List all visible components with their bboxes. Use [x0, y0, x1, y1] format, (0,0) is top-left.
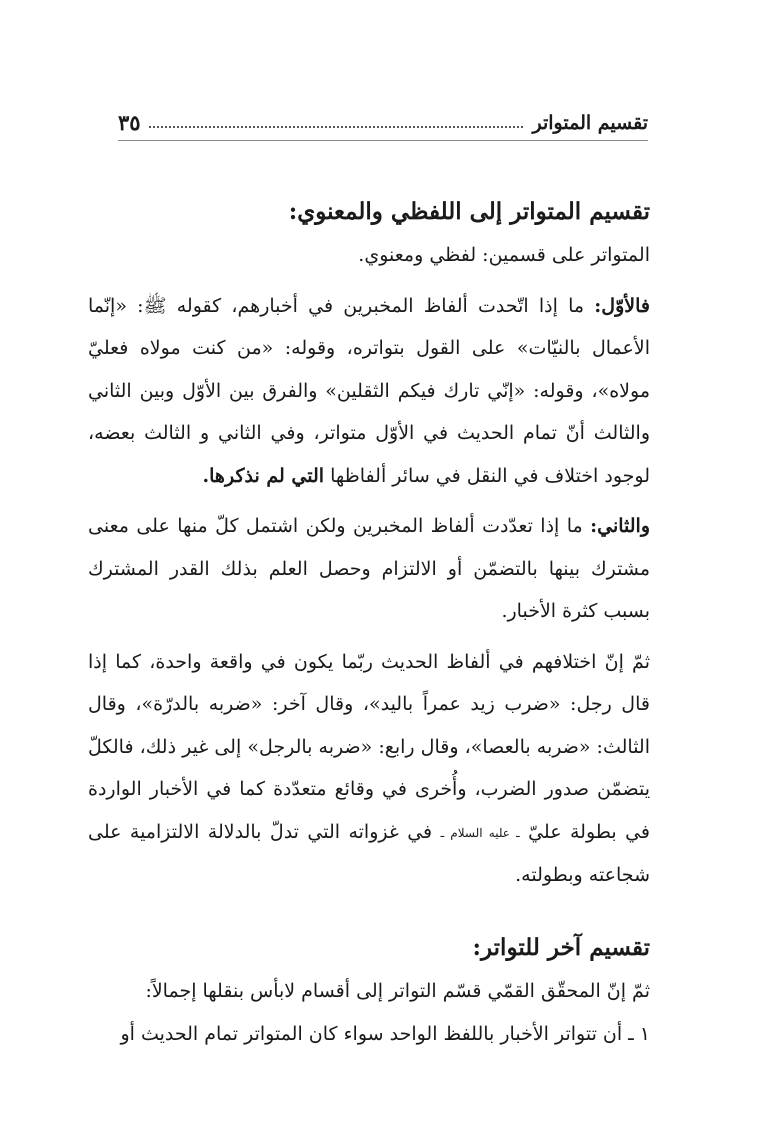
header-rule — [118, 140, 648, 141]
differences-text-1: ثمّ إنّ اختلافهم في ألفاظ الحديث ربّما يكون في واقعة واحدة، كما إذا قال رجل: «ضرب زيد عمراً باليد»، وقال آخر: «ضربه بالدرّة»، وقال الثالث: «ضربه بالعصا»، وقال رابع: «ضربه بالرجل» إلى غير ذلك، فالكلّ يتضمّن صدور الضرب، وأُخرى في وقائع متعدّدة كما في الأخبار الواردة في بطولة عليّ — [88, 650, 650, 843]
section-heading-1: تقسيم المتواتر إلى اللفظي والمعنوي: — [288, 198, 650, 225]
second-type-text: ما إذا تعدّدت ألفاظ المخبرين ولكن اشتمل كلّ منها على معنى مشترك بينها بالتضمّن أو الالتزام وحصل العلم بذلك القدر المشترك بسبب كثرة الأخبار. — [88, 515, 650, 622]
section-heading-2: تقسيم آخر للتواتر: — [472, 934, 650, 962]
running-header — [118, 103, 648, 133]
first-type-label: فالأوّل: — [594, 294, 650, 317]
first-type-text: ما إذا اتّحدت ألفاظ المخبرين في أخبارهم، كقوله ﷺ: «إنّما الأعمال بالنيّات» على القول بتواتره، وقوله: «من كنت مولاه فعليّ مولاه»، وقوله: «إنّي تارك فيكم الثقلين» والفرق بين الأوّل وبين الثاني والثالث أنّ تمام الحديث في الأوّل متواتر، وفي الثاني و الثالث بعضه، لوجود اختلاف في النقل في سائر ألفاظها — [88, 294, 650, 487]
header-dot-leader — [149, 126, 523, 128]
differences-text-2: في غزواته التي تدلّ بالدلالة الالتزامية على شجاعته وبطولته. — [88, 820, 650, 886]
running-title: تقسيم المتواتر — [532, 112, 648, 134]
paragraph-differences — [88, 641, 650, 897]
honorific-note: ـ عليه السلام ـ — [440, 825, 520, 840]
page-body — [88, 190, 650, 1055]
list-item-1: ١ ـ أن تتواتر الأخبار باللفظ الواحد سواء كان المتواتر تمام الحديث أو — [120, 1022, 650, 1045]
section-1-intro: المتواتر على قسمين: لفظي ومعنوي. — [358, 244, 650, 266]
first-type-bold-tail: التي لم نذكرها. — [202, 464, 325, 487]
paragraph-first-type — [88, 285, 650, 498]
paragraph-second-type — [88, 505, 650, 633]
page-number: ٣٥ — [118, 110, 141, 135]
second-type-label: والثاني: — [590, 515, 650, 537]
section-2-intro: ثمّ إنّ المحقّق القمّي قسّم التواتر إلى أقسام لابأس بنقلها إجمالاً: — [145, 980, 650, 1003]
